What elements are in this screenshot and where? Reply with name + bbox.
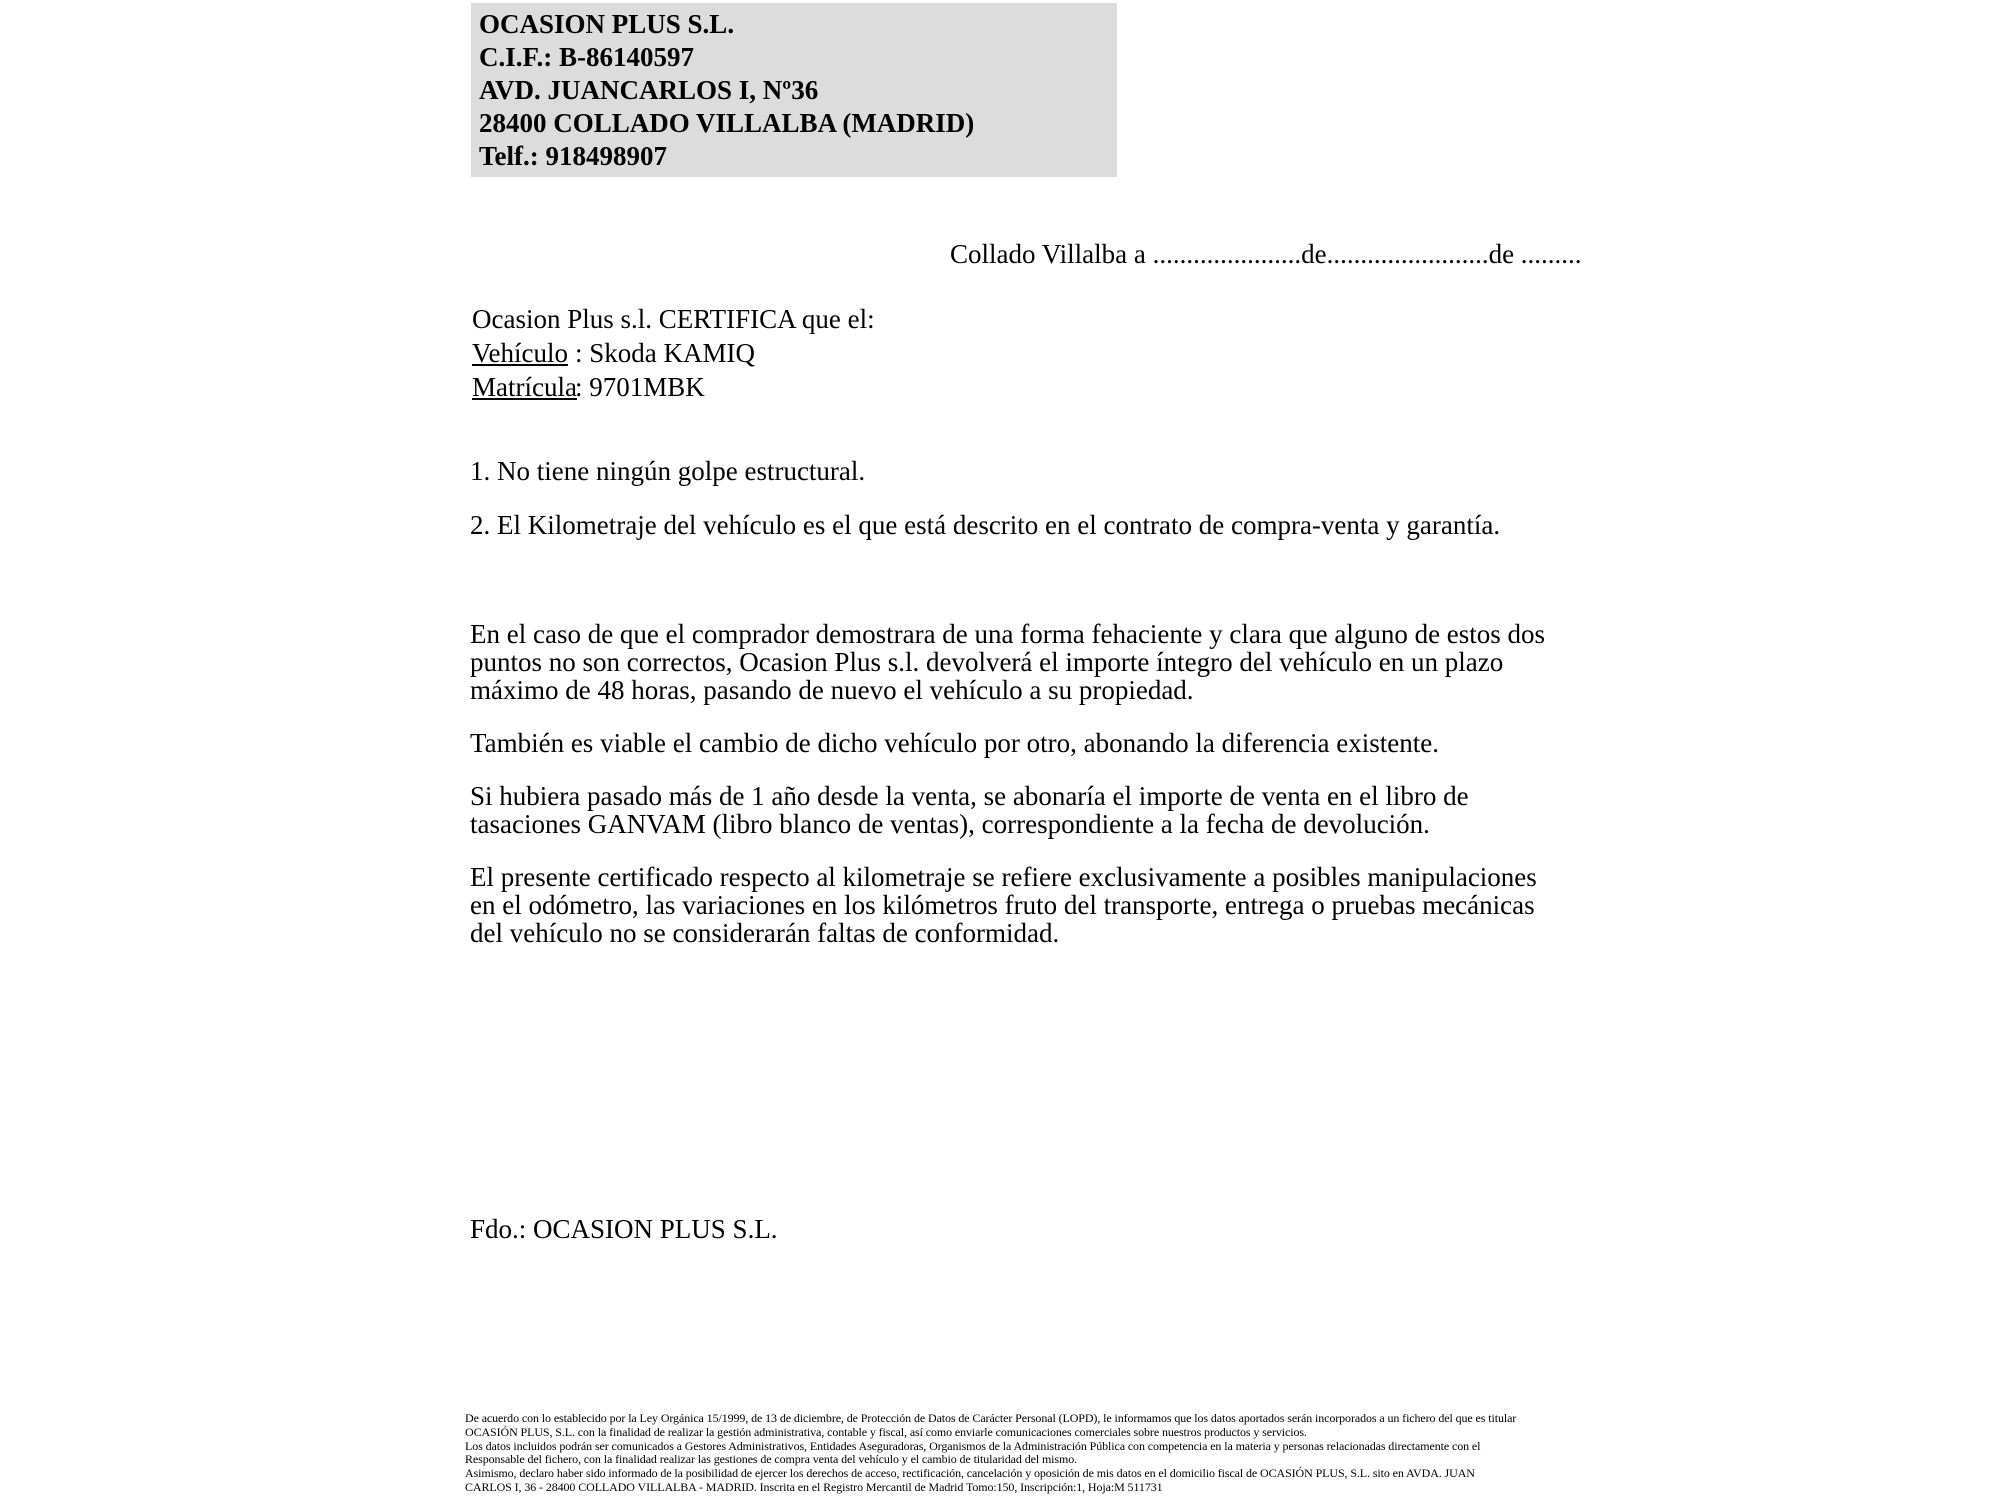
company-cif: C.I.F.: B-86140597 bbox=[479, 42, 695, 72]
company-address: AVD. JUANCARLOS I, Nº36 bbox=[479, 75, 819, 105]
legal-line-5: Asimismo, declaro haber sido informado de la posibilidad de ejercer los derechos de acceso, rectificación, cancelación y oposición de mis datos en el domicilio fiscal de OCASIÓN PLUS, S.L. sito en AVDA. JUAN bbox=[465, 1466, 1475, 1481]
signature-line: Fdo.: OCASION PLUS S.L. bbox=[470, 1214, 778, 1244]
legal-line-4: Responsable del fichero, con la finalidad realizar las gestiones de compra venta del vehículo y el cambio de titularidad del mismo. bbox=[465, 1452, 1078, 1467]
legal-line-3: Los datos incluidos podrán ser comunicados a Gestores Administrativos, Entidades Aseguradoras, Organismos de la Administración Pública con competencia en la materia y personas relacionadas directamente con el bbox=[465, 1438, 1481, 1453]
plate-value: : 9701MBK bbox=[575, 372, 705, 402]
vehicle-row bbox=[472, 336, 875, 370]
legal-line-1: De acuerdo con lo establecido por la Ley Orgánica 15/1999, de 13 de diciembre, de Protección de Datos de Carácter Personal (LOPD), le informamos que los datos aportados serán incorporados a un fichero del que es titular bbox=[465, 1411, 1517, 1425]
legal-line-6: CARLOS I, 36 - 28400 COLLADO VILLALBA - MADRID. Inscrita en el Registro Mercantil de Madrid Tomo:150, Inscripción:1, Hoja:M 511731 bbox=[465, 1479, 1163, 1494]
paragraph-ganvam: Si hubiera pasado más de 1 año desde la venta, se abonaría el importe de venta en el libro de tasaciones GANVAM (libro blanco de ventas), correspondiente a la fecha de devolución. bbox=[470, 781, 1469, 839]
item-1: 1. No tiene ningún golpe estructural. bbox=[470, 456, 866, 486]
paragraph-odometer: El presente certificado respecto al kilometraje se refiere exclusivamente a posibles manipulaciones en el odómetro, las variaciones en los kilómetros fruto del transporte, entrega o pruebas mecánicas del vehículo no se considerarán faltas de conformidad. bbox=[470, 862, 1537, 948]
paragraph-exchange: También es viable el cambio de dicho vehículo por otro, abonando la diferencia existente. bbox=[470, 728, 1440, 758]
vehicle-label: Vehículo bbox=[472, 338, 568, 368]
body-paragraphs bbox=[470, 620, 1550, 972]
date-line: Collado Villalba a ......................de........................de ......... bbox=[950, 239, 1582, 269]
plate-row bbox=[472, 370, 875, 404]
company-name: OCASION PLUS S.L. bbox=[479, 9, 735, 39]
company-letterhead bbox=[471, 3, 1117, 177]
company-phone: Telf.: 918498907 bbox=[479, 141, 667, 171]
company-city: 28400 COLLADO VILLALBA (MADRID) bbox=[479, 108, 975, 138]
item-2: 2. El Kilometraje del vehículo es el que está descrito en el contrato de compra-venta y garantía. bbox=[470, 510, 1501, 540]
plate-label: Matrícula bbox=[472, 372, 577, 402]
certifica-intro: Ocasion Plus s.l. CERTIFICA que el: bbox=[472, 304, 875, 334]
legal-notice bbox=[465, 1412, 1516, 1495]
paragraph-refund: En el caso de que el comprador demostrara de una forma fehaciente y clara que alguno de estos dos puntos no son correctos, Ocasion Plus s.l. devolverá el importe íntegro del vehículo en un plazo máximo de 48 horas, pasando de nuevo el vehículo a su propiedad. bbox=[470, 619, 1546, 705]
vehicle-value: : Skoda KAMIQ bbox=[575, 338, 755, 368]
certified-items bbox=[470, 457, 1550, 565]
certification-block bbox=[472, 302, 875, 404]
legal-line-2: OCASIÓN PLUS, S.L. con la finalidad de realizar la gestión administrativa, contable y fiscal, así como enviarle comunicaciones comerciales sobre nuestros productos y servicios. bbox=[465, 1424, 1307, 1439]
